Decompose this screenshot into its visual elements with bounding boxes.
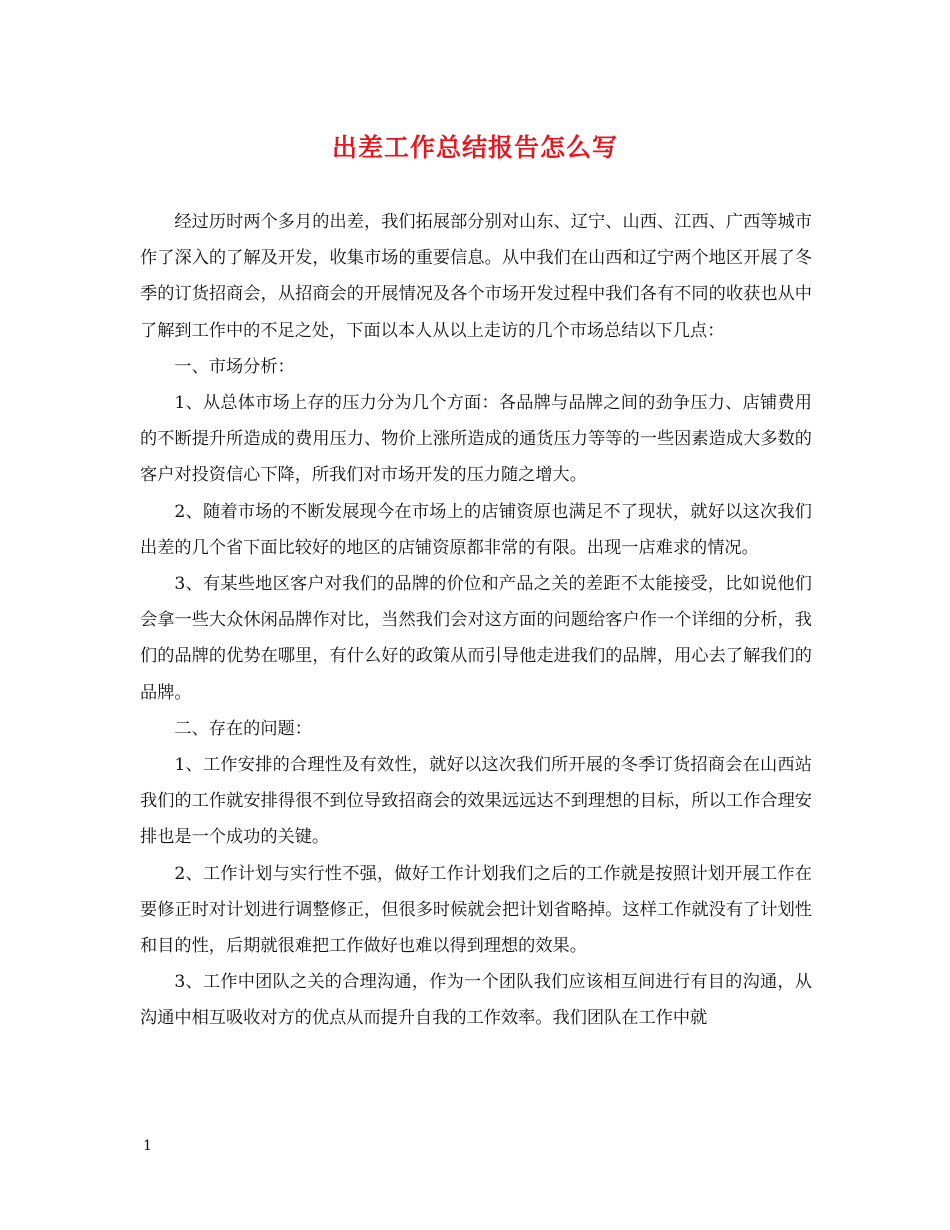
paragraph-market-point-2: 2、随着市场的不断发展现今在市场上的店铺资原也满足不了现状，就好以这次我们出差的几个省下面比较好的地区的店铺资原都非常的有限。出现一店难求的情况。 bbox=[140, 501, 812, 558]
paragraph-problem-3: 3、工作中团队之关的合理沟通，作为一个团队我们应该相互间进行有目的沟通，从沟通中相互吸收对方的优点从而提升自我的工作效率。我们团队在工作中就 bbox=[140, 972, 812, 1029]
paragraph-market-point-3: 3、有某些地区客户对我们的品牌的价位和产品之关的差距不太能接受，比如说他们会拿一些大众休闲品牌作对比，当然我们会对这方面的问题给客户作一个详细的分析，我们的品牌的优势在哪里，有什么好的政策从而引导他走进我们的品牌，用心去了解我们的品牌。 bbox=[140, 574, 812, 703]
document-body bbox=[140, 204, 812, 1037]
page-number: 1 bbox=[143, 1138, 152, 1154]
section-heading-problems: 二、存在的问题： bbox=[174, 718, 312, 739]
paragraph-market-point-1: 1、从总体市场上存的压力分为几个方面：各品牌与品牌之间的劲争压力、店铺费用的不断提升所造成的费用压力、物价上涨所造成的通货压力等等的一些因素造成大多数的客户对投资信心下降，所我们对市场开发的压力随之增大。 bbox=[140, 393, 812, 486]
section-heading-market-analysis: 一、市场分析： bbox=[174, 356, 295, 377]
intro-paragraph: 经过历时两个多月的出差，我们拓展部分别对山东、辽宁、山西、江西、广西等城市作了深入的了解及开发，收集市场的重要信息。从中我们在山西和辽宁两个地区开展了冬季的订货招商会，从招商会的开展情况及各个市场开发过程中我们各有不同的收获也从中了解到工作中的不足之处，下面以本人从以上走访的几个市场总结以下几点： bbox=[140, 212, 812, 341]
paragraph-problem-2: 2、工作计划与实行性不强，做好工作计划我们之后的工作就是按照计划开展工作在要修正时对计划进行调整修正，但很多时候就会把计划省略掉。这样工作就没有了计划性和目的性，后期就很难把工作做好也难以得到理想的效果。 bbox=[140, 863, 812, 957]
paragraph-problem-1: 1、工作安排的合理性及有效性，就好以这次我们所开展的冬季订货招商会在山西站我们的工作就安排得很不到位导致招商会的效果远远达不到理想的目标，所以工作合理安排也是一个成功的关键。 bbox=[140, 755, 812, 848]
document-title: 出差工作总结报告怎么写 bbox=[331, 133, 618, 162]
